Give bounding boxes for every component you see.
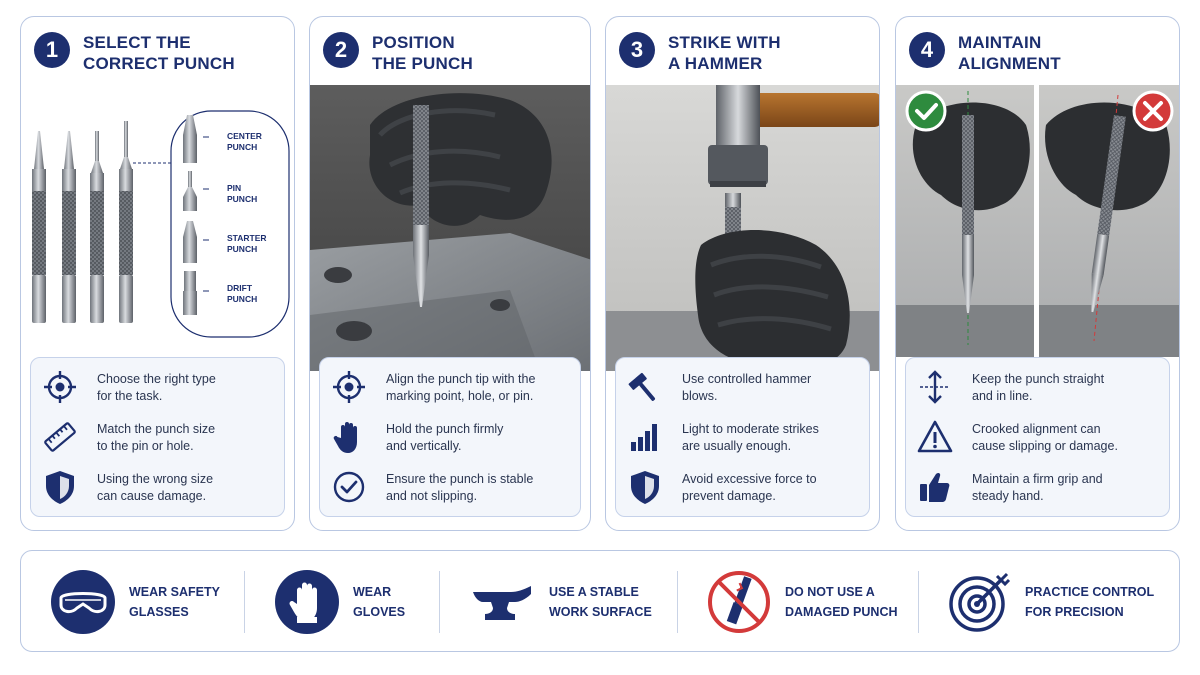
- punch-type-label-starter: STARTER PUNCH: [227, 233, 267, 254]
- position-punch-photo: [310, 85, 591, 371]
- tip-row: [31, 364, 284, 414]
- step-number: 3: [619, 32, 655, 68]
- safety-text: USE A STABLE WORK SURFACE: [549, 585, 652, 619]
- hammer-icon: [626, 368, 664, 406]
- anvil-icon: [471, 570, 535, 634]
- step-number: 1: [34, 32, 70, 68]
- tips-box: [615, 357, 870, 517]
- vertical-arrows-icon: [916, 368, 954, 406]
- step-header: [310, 17, 590, 85]
- shield-icon: [626, 468, 664, 506]
- step-number: 2: [323, 32, 359, 68]
- ruler-icon: [41, 418, 79, 456]
- safety-item-gloves: [275, 551, 455, 651]
- step-title: MAINTAIN ALIGNMENT: [958, 33, 1061, 73]
- divider: [918, 571, 919, 633]
- safety-item-damaged-punch: [707, 551, 927, 651]
- strike-hammer-photo: [606, 85, 880, 371]
- check-circle-icon: [330, 468, 368, 506]
- tip-row: [906, 364, 1169, 414]
- shield-icon: [41, 468, 79, 506]
- target-icon: [330, 368, 368, 406]
- thumbs-up-icon: [916, 468, 954, 506]
- target-arrow-icon: [947, 570, 1011, 634]
- tip-row: [616, 364, 869, 414]
- step-title: SELECT THE CORRECT PUNCH: [83, 33, 235, 73]
- tip-text: Using the wrong size can cause damage.: [97, 472, 214, 503]
- alignment-comparison-photo: [896, 85, 1180, 371]
- tips-box: [30, 357, 285, 517]
- tip-text: Hold the punch firmly and vertically.: [386, 422, 504, 453]
- bar-signal-icon: [626, 418, 664, 456]
- divider: [244, 571, 245, 633]
- divider: [439, 571, 440, 633]
- safety-text: WEAR GLOVES: [353, 585, 406, 619]
- punch-type-label-pin: PIN PUNCH: [227, 183, 258, 204]
- no-damaged-punch-icon: [707, 570, 771, 634]
- tip-text: Ensure the punch is stable and not slipping.: [386, 472, 534, 503]
- safety-item-work-surface: [471, 551, 681, 651]
- correct-check-icon: [907, 92, 945, 130]
- tips-box: [319, 357, 581, 517]
- tip-row: [31, 464, 284, 514]
- step-title: POSITION THE PUNCH: [372, 33, 473, 73]
- step-header: [21, 17, 294, 85]
- tip-row: [320, 414, 580, 464]
- tip-row: [616, 414, 869, 464]
- safety-text: PRACTICE CONTROL FOR PRECISION: [1025, 585, 1155, 619]
- safety-tips-bar: [20, 550, 1180, 652]
- warning-icon: [916, 418, 954, 456]
- step-header: [896, 17, 1179, 85]
- tip-text: Maintain a firm grip and steady hand.: [972, 472, 1103, 503]
- glove-icon: [275, 570, 339, 634]
- step-title: STRIKE WITH A HAMMER: [668, 33, 781, 73]
- tip-row: [31, 414, 284, 464]
- tip-text: Align the punch tip with the marking point, hole, or pin.: [386, 372, 536, 403]
- step-number: 4: [909, 32, 945, 68]
- tip-row: [320, 364, 580, 414]
- tip-text: Use controlled hammer blows.: [682, 372, 812, 403]
- tip-text: Match the punch size to the pin or hole.: [97, 422, 216, 453]
- tip-text: Keep the punch straight and in line.: [972, 372, 1105, 403]
- punch-type-label-center: CENTER PUNCH: [227, 131, 262, 152]
- tip-row: [320, 464, 580, 514]
- tip-row: [906, 414, 1169, 464]
- tip-text: Avoid excessive force to prevent damage.: [682, 472, 817, 503]
- step-card-strike: [605, 16, 880, 531]
- tip-text: Choose the right type for the task.: [97, 372, 216, 403]
- tip-row: [906, 464, 1169, 514]
- divider: [677, 571, 678, 633]
- tips-box: [905, 357, 1170, 517]
- step-card-select: [20, 16, 295, 531]
- tip-text: Crooked alignment can cause slipping or damage.: [972, 422, 1118, 453]
- tip-text: Light to moderate strikes are usually enough.: [682, 422, 819, 453]
- punch-type-label-drift: DRIFT PUNCH: [227, 283, 258, 304]
- safety-text: WEAR SAFETY GLASSES: [129, 585, 220, 619]
- safety-text: DO NOT USE A DAMAGED PUNCH: [785, 585, 898, 619]
- safety-glasses-icon: [51, 570, 115, 634]
- target-icon: [41, 368, 79, 406]
- incorrect-x-icon: [1134, 92, 1172, 130]
- step-card-position: [309, 16, 591, 531]
- step-card-alignment: [895, 16, 1180, 531]
- tip-row: [616, 464, 869, 514]
- hand-icon: [330, 418, 368, 456]
- safety-item-glasses: [51, 551, 251, 651]
- step-header: [606, 17, 879, 85]
- safety-item-practice-control: [947, 551, 1167, 651]
